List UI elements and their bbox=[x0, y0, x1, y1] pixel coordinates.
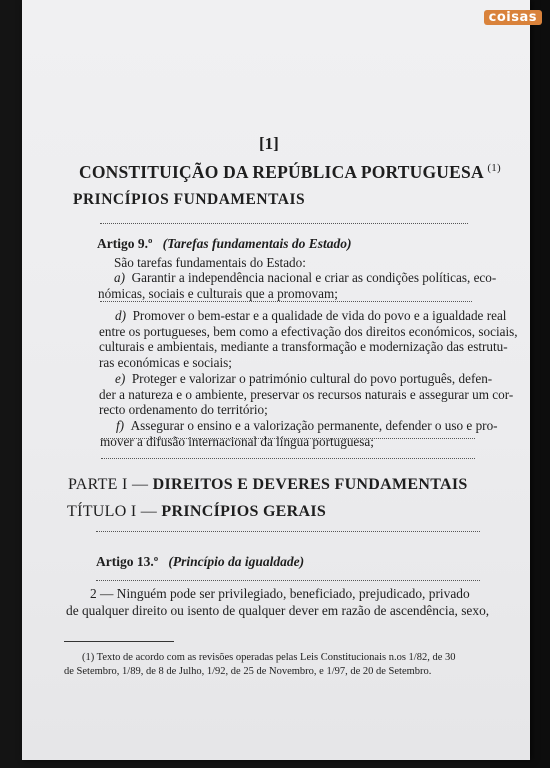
watermark-logo: coisas bbox=[484, 10, 542, 25]
titulo-title: PRINCÍPIOS GERAIS bbox=[161, 503, 327, 520]
footnote-line-1: (1) Texto de acordo com as revisões operadas pelas Leis Constitucionais n.os 1/82, de 30 bbox=[82, 652, 456, 663]
title-footnote-ref: (1) bbox=[487, 162, 501, 175]
titulo-prefix: TÍTULO I — bbox=[67, 503, 158, 520]
item-e bbox=[99, 371, 513, 418]
ellipsis-divider bbox=[96, 531, 480, 532]
item-d-line-3: culturais e ambientais, mediante a transformação e modernização das estrutu- bbox=[99, 339, 508, 355]
document-title bbox=[79, 162, 501, 183]
article-13-line-2: de qualquer direito ou isento de qualquer dever em razão de ascendência, sexo, bbox=[66, 603, 490, 618]
ellipsis-divider bbox=[101, 438, 475, 439]
article-13-title: (Princípio da igualdade) bbox=[168, 554, 305, 569]
title-text: CONSTITUIÇÃO DA REPÚBLICA PORTUGUESA bbox=[79, 162, 483, 182]
footnote-line-2: de Setembro, 1/89, de 8 de Julho, 1/92, de 25 de Novembro, e 1/97, de 20 de Setembro. bbox=[64, 666, 432, 677]
item-f-line-1: Assegurar o ensino e a valorização permanente, defender o uso e pro- bbox=[130, 418, 498, 433]
item-d-line-4: ras económicas e sociais; bbox=[99, 354, 232, 370]
ellipsis-divider bbox=[100, 223, 468, 224]
section-heading: PRINCÍPIOS FUNDAMENTAIS bbox=[73, 191, 306, 208]
article-9-intro: São tarefas fundamentais do Estado: bbox=[114, 255, 306, 270]
part-heading bbox=[68, 476, 468, 494]
article-13-heading bbox=[96, 554, 304, 570]
item-e-line-3: recto ordenamento do território; bbox=[99, 402, 268, 418]
footnote bbox=[64, 651, 455, 679]
item-e-line-1: Proteger e valorizar o património cultural do povo português, defen- bbox=[131, 371, 493, 386]
item-d-line-2: entre os portugueses, bem como a efectivação dos direitos económicos, sociais, bbox=[99, 323, 518, 339]
ellipsis-divider bbox=[100, 301, 472, 302]
item-f-letter: f) bbox=[116, 418, 125, 433]
article-9-heading bbox=[97, 236, 351, 252]
item-a bbox=[98, 270, 496, 301]
item-d bbox=[99, 308, 518, 370]
item-a-line-2: nómicas, sociais e culturais que a promovam; bbox=[98, 285, 338, 301]
ellipsis-divider bbox=[96, 580, 480, 581]
item-e-line-2: der a natureza e o ambiente, preservar os recursos naturais e assegurar um cor- bbox=[99, 386, 514, 402]
article-9-number: Artigo 9.º bbox=[97, 236, 153, 251]
article-13-line-1: 2 — Ninguém pode ser privilegiado, beneficiado, prejudicado, privado bbox=[90, 586, 470, 601]
item-d-letter: d) bbox=[115, 308, 126, 323]
item-e-letter: e) bbox=[115, 371, 126, 386]
article-9-title: (Tarefas fundamentais do Estado) bbox=[162, 236, 352, 251]
part-title: DIREITOS E DEVERES FUNDAMENTAIS bbox=[152, 476, 468, 493]
article-13-paragraph bbox=[66, 585, 489, 619]
item-f bbox=[100, 418, 498, 449]
title-heading bbox=[67, 503, 326, 521]
item-a-letter: a) bbox=[114, 270, 125, 285]
item-a-line-1: Garantir a independência nacional e criar as condições políticas, eco- bbox=[131, 270, 497, 285]
item-f-line-2: mover a difusão internacional da língua portuguesa; bbox=[100, 433, 374, 449]
part-prefix: PARTE I — bbox=[68, 476, 149, 493]
item-d-line-1: Promover o bem-estar e a qualidade de vida do povo e a igualdade real bbox=[132, 308, 507, 323]
ellipsis-divider bbox=[101, 458, 475, 459]
document-number: [1] bbox=[259, 134, 279, 153]
article-13-number: Artigo 13.º bbox=[96, 554, 159, 569]
document-page bbox=[22, 0, 530, 760]
footnote-rule bbox=[64, 641, 174, 642]
